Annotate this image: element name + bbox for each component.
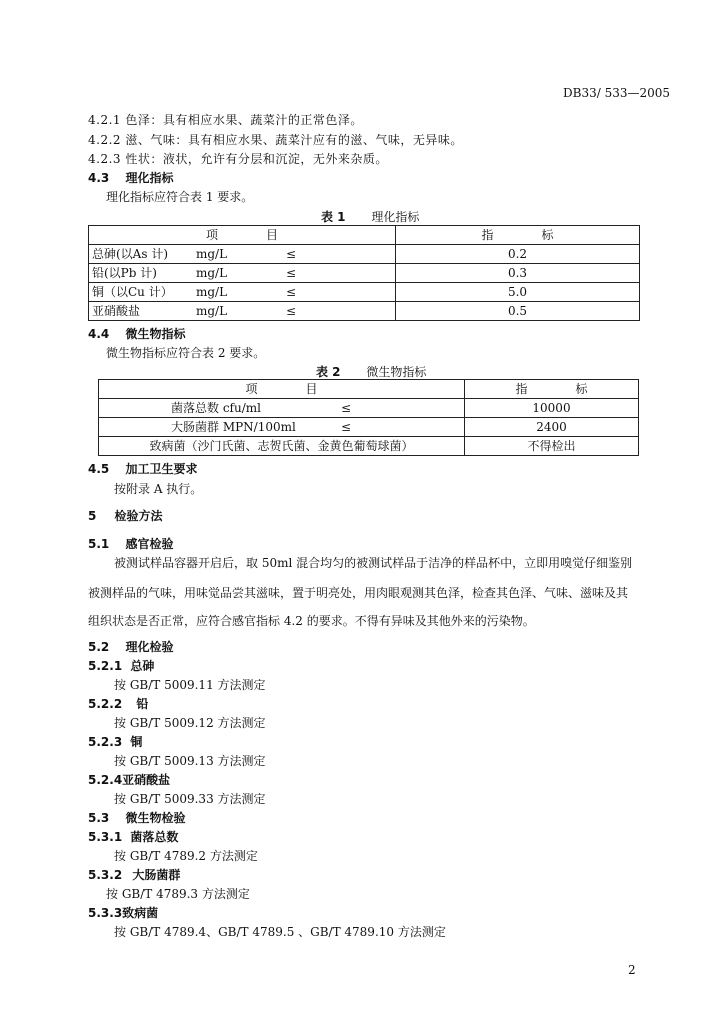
table-header-cell: 指 标 (396, 226, 640, 245)
table-header-cell: 项 目 (89, 226, 396, 245)
item-unit: mg/L (196, 304, 228, 318)
section-4-4-text: 微生物指标应符合表 2 要求。 (106, 346, 266, 360)
section-4-5-heading (88, 460, 197, 477)
comparator: ≤ (286, 285, 297, 299)
table-cell: 0.3 (396, 264, 640, 283)
comparator: ≤ (286, 247, 297, 261)
comparator: ≤ (341, 401, 352, 415)
table-header-cell: 指 标 (465, 380, 639, 399)
section-number: 5.1 (88, 537, 110, 551)
table-row (99, 399, 639, 418)
method-text: 按 GB/T 4789.3 方法测定 (106, 887, 250, 901)
table-cell (99, 418, 465, 437)
table2 (98, 379, 639, 456)
section-title: 理化检验 (125, 640, 174, 654)
item-name: 菌落总数 cfu/ml (171, 401, 261, 415)
table-cell (99, 399, 465, 418)
item-name: 大肠菌群 MPN/100ml (171, 420, 296, 434)
table-row (99, 437, 639, 456)
paragraph-line: 组织状态是否正常，应符合感官指标 4.2 的要求。不得有异味及其他外来的污染物。 (88, 614, 535, 628)
section-5-2-4-heading (88, 771, 170, 788)
table-cell: 致病菌（沙门氏菌、志贺氏菌、金黄色葡萄球菌） (99, 437, 465, 456)
comparator: ≤ (286, 266, 297, 280)
table-cell: 0.2 (396, 245, 640, 264)
section-4-3-text: 理化指标应符合表 1 要求。 (106, 190, 254, 204)
clause-4-2-2: 4.2.2 滋、气味：具有相应水果、蔬菜汁应有的滋、气味，无异味。 (88, 133, 463, 147)
table-cell: 2400 (465, 418, 639, 437)
table-row (89, 283, 640, 302)
table-cell (89, 264, 396, 283)
paragraph-line: 被测样品的气味，用味觉品尝其滋味，置于明亮处，用肉眼观测其色泽，检查其色泽、气味、滋味及其 (88, 586, 629, 600)
section-number: 5.2.4 (88, 773, 123, 787)
table2-caption-number: 表 2 (316, 365, 341, 379)
table-header-cell: 项 目 (99, 380, 465, 399)
section-title: 亚硝酸盐 (122, 773, 171, 787)
section-number: 5.2.3 (88, 735, 123, 749)
section-title: 理化指标 (125, 171, 174, 185)
section-title: 检验方法 (114, 509, 163, 523)
section-5-heading (88, 507, 163, 524)
table-row (89, 245, 640, 264)
method-text: 按 GB/T 4789.2 方法测定 (114, 849, 258, 863)
item-unit: mg/L (196, 247, 228, 261)
table-row (99, 418, 639, 437)
section-title: 致病菌 (122, 906, 159, 920)
section-number: 5.3.1 (88, 830, 123, 844)
item-name: 亚硝酸盐 (92, 304, 141, 318)
section-5-2-1-heading (88, 657, 154, 674)
clause-4-2-1: 4.2.1 色泽：具有相应水果、蔬菜汁的正常色泽。 (88, 113, 363, 127)
section-title: 铅 (136, 697, 149, 711)
section-number: 5.3 (88, 811, 110, 825)
table-header-row (89, 226, 640, 245)
table-cell (89, 245, 396, 264)
table-cell: 0.5 (396, 302, 640, 321)
method-text: 按 GB/T 5009.13 方法测定 (114, 754, 266, 768)
clause-4-2-3: 4.2.3 性状：液状，允许有分层和沉淀，无外来杂质。 (88, 152, 388, 166)
table2-caption-title: 微生物指标 (366, 365, 427, 379)
table2-caption (316, 363, 426, 380)
table-cell: 5.0 (396, 283, 640, 302)
section-5-3-2-heading (88, 866, 180, 883)
table-cell: 10000 (465, 399, 639, 418)
section-5-2-2-heading (88, 695, 148, 712)
table1-caption (321, 208, 419, 225)
comparator: ≤ (341, 420, 352, 434)
table-cell (89, 283, 396, 302)
method-text: 按 GB/T 4789.4、GB/T 4789.5 、GB/T 4789.10 方法测定 (114, 925, 446, 939)
section-title: 铜 (130, 735, 143, 749)
section-5-2-3-heading (88, 733, 142, 750)
table-cell (89, 302, 396, 321)
section-number: 5 (88, 509, 97, 523)
section-title: 微生物指标 (125, 327, 186, 341)
item-name: 总砷(以As 计) (92, 247, 169, 261)
section-number: 5.3.3 (88, 906, 123, 920)
table-cell: 不得检出 (465, 437, 639, 456)
section-title: 加工卫生要求 (125, 462, 198, 476)
section-5-3-1-heading (88, 828, 178, 845)
method-text: 按 GB/T 5009.33 方法测定 (114, 792, 266, 806)
method-text: 按 GB/T 5009.12 方法测定 (114, 716, 266, 730)
paragraph-line: 被测试样品容器开启后，取 50ml 混合均匀的被测试样品于洁净的样品杯中，立即用嗅觉仔细鉴别 (114, 556, 633, 570)
section-4-4-heading (88, 325, 185, 342)
table1-caption-number: 表 1 (321, 210, 346, 224)
section-number: 4.3 (88, 171, 110, 185)
item-unit: mg/L (196, 285, 228, 299)
section-number: 4.4 (88, 327, 110, 341)
section-title: 总砷 (130, 659, 155, 673)
item-name: 铜（以Cu 计） (92, 285, 173, 299)
section-number: 5.2.1 (88, 659, 123, 673)
item-name: 铅(以Pb 计) (92, 266, 157, 280)
section-5-2-heading (88, 638, 173, 655)
table-row (89, 302, 640, 321)
section-number: 5.3.2 (88, 868, 123, 882)
section-title: 大肠菌群 (132, 868, 181, 882)
section-number: 4.5 (88, 462, 110, 476)
method-text: 按 GB/T 5009.11 方法测定 (114, 678, 266, 692)
section-title: 微生物检验 (125, 811, 186, 825)
table-row (89, 264, 640, 283)
table1-caption-title: 理化指标 (371, 210, 420, 224)
section-number: 5.2 (88, 640, 110, 654)
section-title: 菌落总数 (130, 830, 179, 844)
section-4-3-heading (88, 169, 173, 186)
section-5-3-3-heading (88, 904, 158, 921)
section-title: 感官检验 (125, 537, 174, 551)
section-5-3-heading (88, 809, 185, 826)
section-4-5-text: 按附录 A 执行。 (114, 482, 203, 496)
item-unit: mg/L (196, 266, 228, 280)
document-code: DB33/ 533—2005 (563, 86, 671, 100)
table1 (88, 225, 640, 321)
section-5-1-heading (88, 535, 173, 552)
table-header-row (99, 380, 639, 399)
page-number: 2 (628, 963, 636, 977)
comparator: ≤ (286, 304, 297, 318)
section-number: 5.2.2 (88, 697, 123, 711)
